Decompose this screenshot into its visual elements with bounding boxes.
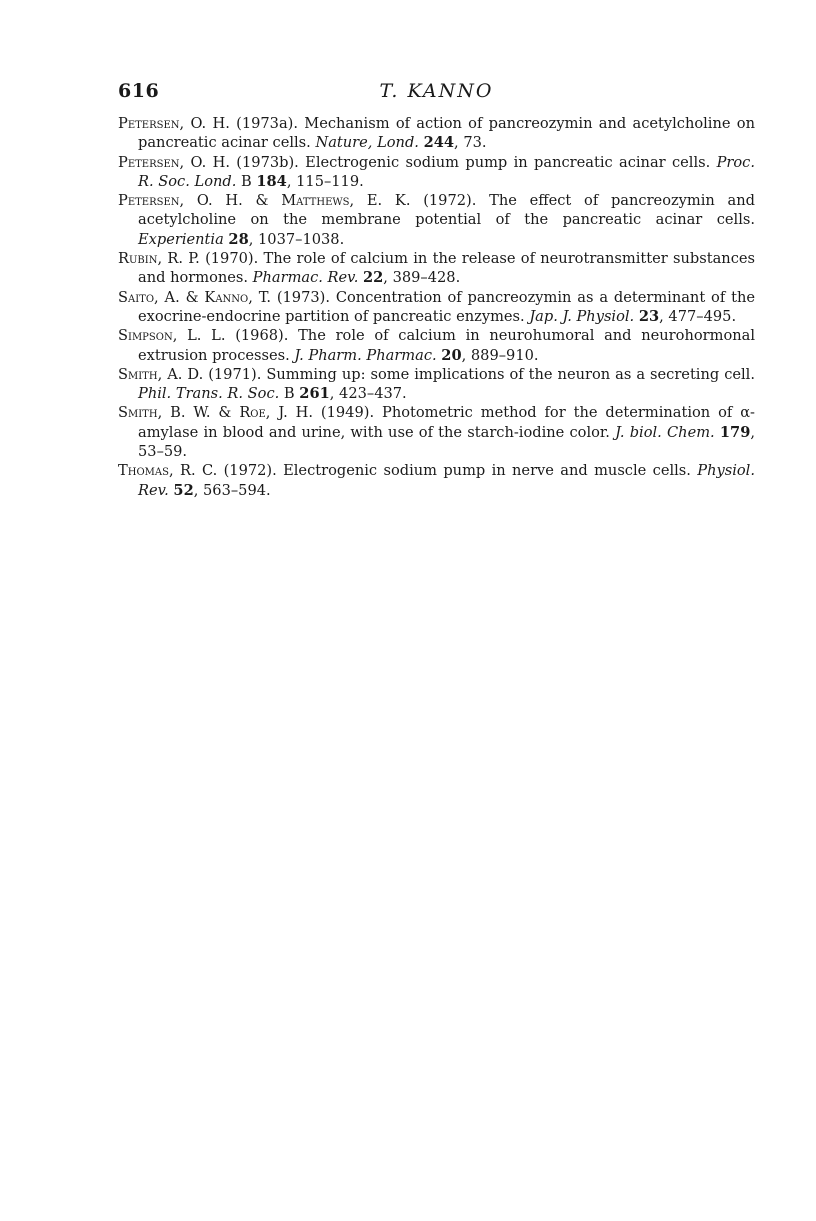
reference-journal: Jap. J. Physiol. xyxy=(529,307,635,325)
reference-authors: Smith, B. W. & Roe, J. H. xyxy=(118,404,313,422)
reference-item xyxy=(118,191,755,249)
reference-volume: 244 xyxy=(423,134,455,152)
reference-journal: Nature, Lond. xyxy=(315,134,419,152)
reference-authors: Saito, A. & Kanno, T. xyxy=(118,288,271,306)
reference-year-title: (1968). The role of calcium in neurohumoral and neurohormonal extrusion processes. xyxy=(138,327,755,364)
reference-authors: Rubin, R. P. xyxy=(118,250,200,268)
reference-year-title: (1972). Electrogenic sodium pump in nerve and muscle cells. xyxy=(217,462,698,480)
running-head: T. KANNO xyxy=(379,80,494,102)
reference-year-title: (1972). The effect of pancreozymin and acetylcholine on the membrane potential of the pancreatic acinar cells. xyxy=(138,192,755,229)
reference-volume: 20 xyxy=(441,346,462,364)
reference-item xyxy=(118,153,755,192)
reference-volume: 28 xyxy=(228,230,249,248)
reference-year-title: (1949). Photometric method for the determination of α-amylase in blood and urine, with use of the starch-iodine color. xyxy=(138,404,755,441)
reference-journal: Physiol. Rev. xyxy=(138,462,755,499)
reference-pages: , 563–594. xyxy=(193,481,271,499)
reference-year-title: (1973b). Electrogenic sodium pump in pancreatic acinar cells. xyxy=(229,153,717,171)
reference-volume-prefix: B xyxy=(236,172,257,190)
reference-journal: J. biol. Chem. xyxy=(615,423,715,441)
reference-authors: Petersen, O. H. xyxy=(118,153,230,171)
reference-volume: 22 xyxy=(362,269,384,287)
reference-pages: , 889–910. xyxy=(461,346,539,364)
reference-journal: Proc. R. Soc. Lond. xyxy=(138,153,755,190)
reference-pages: , 423–437. xyxy=(329,385,407,403)
reference-volume: 23 xyxy=(638,307,660,325)
reference-pages: , 53–59. xyxy=(138,423,755,461)
reference-volume: 179 xyxy=(719,423,751,441)
reference-item xyxy=(118,326,755,365)
reference-pages: , 1037–1038. xyxy=(248,230,345,248)
reference-volume: 52 xyxy=(173,481,194,499)
reference-journal: Pharmac. Rev. xyxy=(252,269,359,287)
reference-year-title: (1971). Summing up: some implications of the neuron as a secreting cell. xyxy=(203,365,755,383)
reference-authors: Thomas, R. C. xyxy=(118,462,218,480)
reference-volume-prefix: B xyxy=(279,385,300,403)
reference-pages: , 115–119. xyxy=(286,172,364,190)
reference-item xyxy=(118,365,755,404)
reference-list xyxy=(118,114,755,500)
reference-item xyxy=(118,403,755,461)
page-number: 616 xyxy=(118,80,160,102)
reference-item xyxy=(118,461,755,500)
reference-year-title: (1973). Concentration of pancreozymin as a determinant of the exocrine-endocrine partition of pancreatic enzymes. xyxy=(138,288,755,325)
reference-journal: J. Pharm. Pharmac. xyxy=(294,346,437,364)
reference-authors: Smith, A. D. xyxy=(118,365,204,383)
reference-authors: Petersen, O. H. xyxy=(118,115,230,132)
page-header xyxy=(118,80,755,110)
reference-item xyxy=(118,288,755,327)
reference-pages: , 389–428. xyxy=(383,269,461,287)
reference-authors: Simpson, L. L. xyxy=(118,327,226,345)
reference-year-title: (1973a). Mechanism of action of pancreozymin and acetylcholine on pancreatic acinar cells. xyxy=(138,115,755,152)
reference-authors: Petersen, O. H. & Matthews, E. K. xyxy=(118,192,411,210)
reference-item xyxy=(118,249,755,288)
reference-pages: , 73. xyxy=(454,134,487,152)
reference-pages: , 477–495. xyxy=(659,307,737,325)
reference-item xyxy=(118,114,755,153)
reference-volume: 184 xyxy=(256,172,287,190)
reference-volume: 261 xyxy=(299,385,330,403)
reference-year-title: (1970). The role of calcium in the release of neurotransmitter substances and hormones. xyxy=(138,250,755,287)
reference-journal: Experientia xyxy=(138,230,224,248)
reference-journal: Phil. Trans. R. Soc. xyxy=(138,385,280,403)
